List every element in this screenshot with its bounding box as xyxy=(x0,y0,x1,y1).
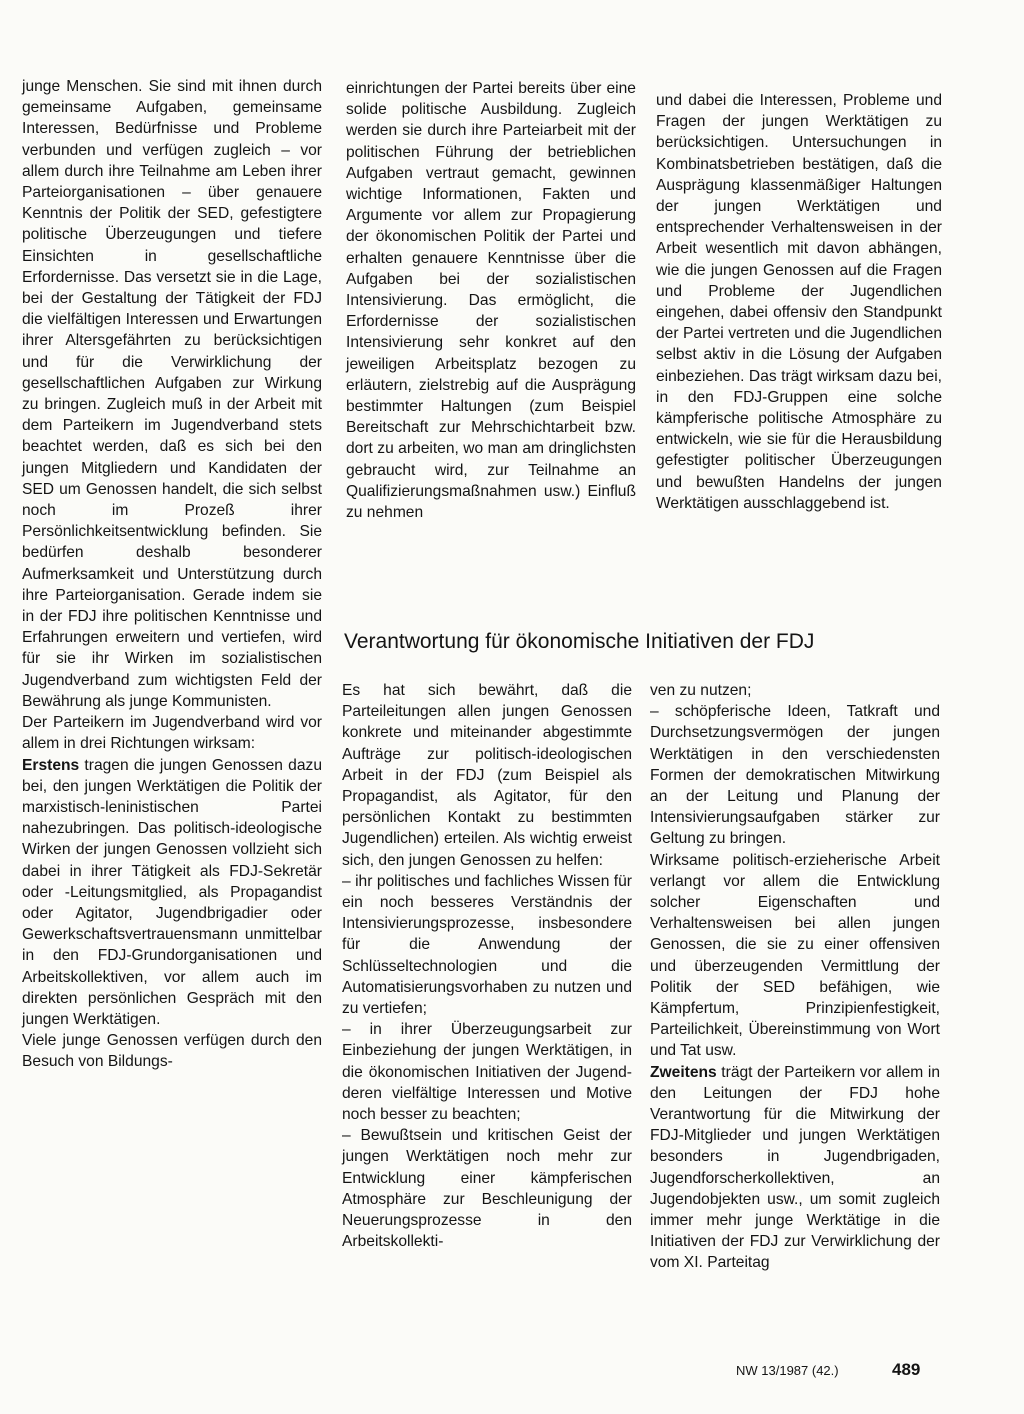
paragraph-text: trägt der Parteikern vor allem in den Leitungen der FDJ hohe Verantwortung für die Mitwirkung der FDJ-Mitglieder und jungen Werktätigen besonders in Jugendbrigaden, Jugendforscherkollektiven, an Jugendobjekten usw., um somit zugleich immer mehr junge Werktätige in die Initiativen der FDJ zur Verwirklichung der vom XI. Parteitag xyxy=(650,1063,940,1272)
text-column-3 xyxy=(656,90,942,514)
list-item: – Bewußtsein und kritischen Geist der jungen Werktätigen noch mehr zur Entwicklung einer kämpferischen Atmosphäre zur Beschleunigung der Neuerungsprozesse in den Arbeitskollekti- xyxy=(342,1127,632,1251)
paragraph: junge Menschen. Sie sind mit ihnen durch gemeinsame Aufgaben, gemeinsame Interessen, Bedürfnisse und Probleme verbunden und verfügen zugleich – vor allem durch ihre Teilnahme am Leben ihrer Parteiorganisationen – über genauere Kenntnis der Politik der SED, gefestigtere politische Überzeugungen und tiefere Einsichten in gesellschaftliche Erfordernisse. Das versetzt sie in die Lage, bei der Gestaltung der Tätigkeit der FDJ die vielfältigen Interessen und Erwartungen ihrer Altersgefährten zu berücksichtigen und für die Verwirklichung der gesellschaftlichen Aufgaben zur Wirkung zu bringen. Zugleich muß in der Arbeit mit dem Parteikern im Jugendverband stets beachtet werden, daß es sich bei den jungen Mitgliedern und Kandidaten der SED um Genossen handelt, die sich selbst noch im Prozeß ihrer Persönlichkeitsentwicklung befinden. Sie bedürfen deshalb besonderer Aufmerksamkeit und Unterstützung durch ihre Parteiorganisation. Gerade indem sie in der FDJ ihre politischen Kenntnisse und Erfahrungen erweitern und vertiefen, wird für sie ihr Wirken im sozialistischen Jugendverband zum wichtigsten Feld der Bewährung als junge Kommunisten. xyxy=(22,78,322,710)
issue-label: NW 13/1987 (42.) xyxy=(736,1363,839,1378)
text-column-1 xyxy=(22,76,322,1073)
paragraph-text: tragen die jungen Genossen dazu bei, den jungen Werktätigen die Politik der marxistisch-leninistischen Partei nahezubringen. Das politisch-ideologische Wirken der jungen Genossen vollzieht sich dabei in ihrer Tätigkeit als FDJ-Sekretär oder -Leitungsmitglied, als Propagandist oder Agitator, Jugendbrigadier oder Gewerkschaftsvertrauensmann unmittelbar in den FDJ-Grundorganisationen und Arbeitskollektiven, vor allem auch im direkten persönlichen Gespräch mit den jungen Werktätigen. xyxy=(22,756,322,1028)
paragraph: Viele junge Genossen verfügen durch den Besuch von Bildungs- xyxy=(22,1032,322,1071)
paragraph: Der Parteikern im Jugendverband wird vor allem in drei Richtungen wirksam: xyxy=(22,714,322,753)
list-item: – in ihrer Überzeugungsarbeit zur Einbeziehung der jungen Werktätigen, in die ökonomischen Initiativen der Jugend- deren vielfältige Interessen und Motive noch besser zu beachten; xyxy=(342,1021,632,1124)
bold-lead-word: Zweitens xyxy=(650,1063,717,1081)
text-column-4 xyxy=(342,680,632,1252)
paragraph: Es hat sich bewährt, daß die Parteileitungen allen jungen Genossen konkrete und miteinander abgestimmte Aufträge zur politisch-ideologischen Arbeit in der FDJ (zum Beispiel als Propagandist, als Agitator, für den persönlichen Kontakt zu bestimmten Jugendlichen) erteilen. Als wichtig erweist sich, den jungen Genossen zu helfen: xyxy=(342,682,632,869)
text-column-2 xyxy=(346,78,636,523)
list-item: – schöpferische Ideen, Tatkraft und Durchsetzungsvermögen der jungen Werktätigen in den verschiedensten Formen der demokratischen Mitwirkung an der Leitung und Planung der Intensivierungsaufgaben stärker zur Geltung zu bringen. xyxy=(650,703,940,848)
section-heading: Verantwortung für ökonomische Initiativen der FDJ xyxy=(344,630,815,653)
paragraph: einrichtungen der Partei bereits über eine solide politische Ausbildung. Zugleich werden sie durch ihre Parteiarbeit mit der politischen Führung der betrieblichen Aufgaben vertraut gemacht, gewinnen wichtige Informationen, Fakten und Argumente vor allem zur Propagierung der ökonomischen Politik der Partei und erhalten genauere Kenntnisse über die Aufgaben bei der sozialistischen Intensivierung. Das ermöglicht, die Erfordernisse der sozialistischen Intensivierung sehr konkret auf den jeweiligen Arbeitsplatz bezogen zu erläutern, zielstrebig auf die Ausprägung bestimmter Haltungen (zum Beispiel Bereitschaft zur Mehrschichtarbeit bzw. dort zu arbeiten, wo man am dringlichsten gebraucht wird, zur Teilnahme an Qualifizierungsmaßnahmen usw.) Einfluß zu nehmen xyxy=(346,80,636,522)
paragraph: Wirksame politisch-erzieherische Arbeit verlangt vor allem die Entwicklung solcher Eigenschaften und Verhaltensweisen bei allen jungen Genossen, die sie zu einer offensiven und überzeugenden Vermittlung der Politik der SED befähigen, wie Kämpfertum, Prinzipienfestigkeit, Parteilichkeit, Übereinstimmung von Wort und Tat usw. xyxy=(650,851,940,1060)
paragraph xyxy=(22,755,322,1031)
paragraph xyxy=(650,1062,940,1274)
paragraph: und dabei die Interessen, Probleme und Fragen der jungen Werktätigen zu berücksichtigen. Untersuchungen in Kombinatsbetrieben bestätigen, daß die Ausprägung klassenmäßiger Haltungen der jungen Werktätigen und entsprechender Verhaltensweisen in der Arbeit wesentlich mit davon abhängen, wie die jungen Genossen auf die Fragen und Probleme der Jugendlichen eingehen, dabei offensiv den Standpunkt der Partei vertreten und die Jugendlichen selbst aktiv in die Lösung der Aufgaben einbeziehen. Das trägt wirksam dazu bei, in den FDJ-Gruppen eine solche kämpferische politische Atmosphäre zu entwickeln, wie sie für die Herausbildung gefestigter politischer Überzeugungen und bewußten Handelns der jungen Werktätigen ausschlaggebend ist. xyxy=(656,92,942,512)
page-number: 489 xyxy=(892,1360,921,1379)
list-item: – ihr politisches und fachliches Wissen für ein noch besseres Verständnis der Intensivierungsprozesse, insbesondere für die Anwendung der Schlüsseltechnologien und die Automatisierungsvorhaben zu nutzen und zu vertiefen; xyxy=(342,872,632,1018)
text-column-5 xyxy=(650,680,940,1274)
paragraph: ven zu nutzen; xyxy=(650,682,752,699)
bold-lead-word: Erstens xyxy=(22,756,80,774)
